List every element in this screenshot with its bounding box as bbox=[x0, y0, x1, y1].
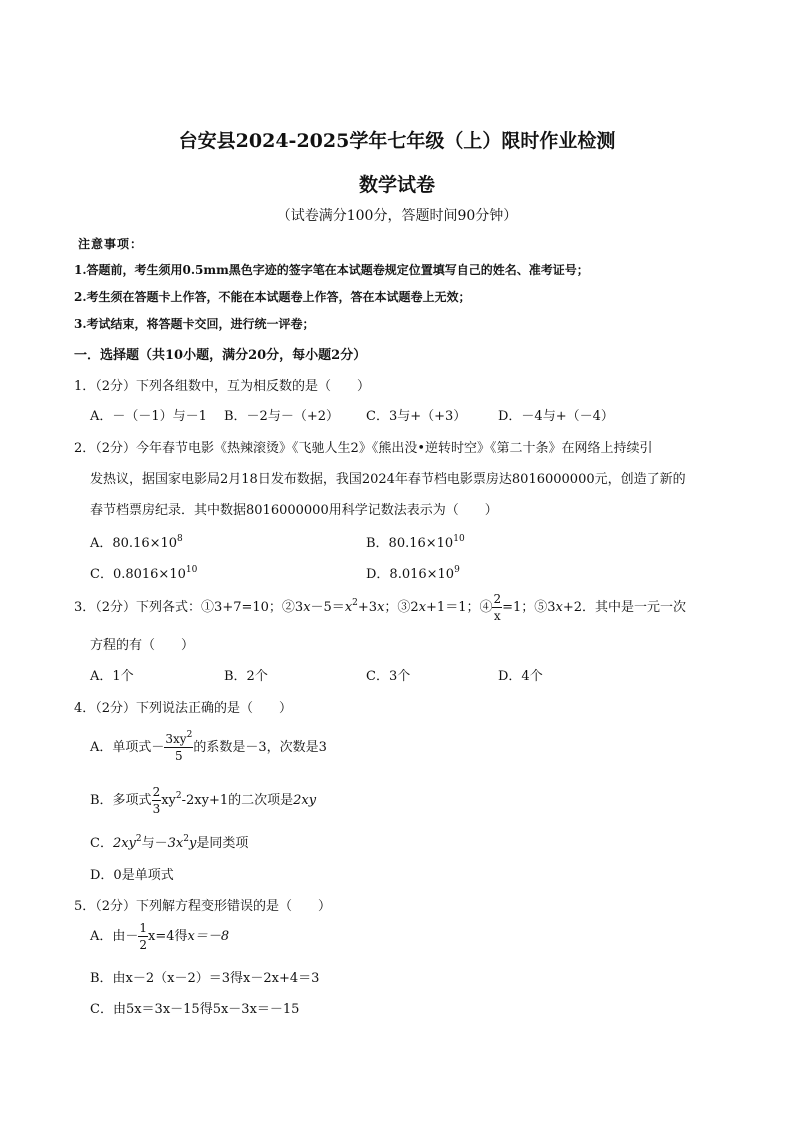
question-2-option-c: C．$0.8016\times 10^{10}$ bbox=[90, 565, 198, 582]
note-item-1: 1.答题前，考生须用0.5mm黑色字迹的签字笔在本试题卷规定位置填写自己的姓名、准考证号； bbox=[74, 263, 589, 277]
question-5-option-c: C．由5x＝3x－15得5x－3x＝－15 bbox=[90, 1002, 300, 1017]
question-1-stem: 1．（2分）下列各组数中，互为相反数的是（ ） bbox=[74, 379, 371, 394]
question-5-option-a: A．由－ $\frac{1}{2}$ x=4得x＝－8 bbox=[90, 921, 230, 952]
question-5-stem: 5．（2分）下列解方程变形错误的是（ ） bbox=[74, 899, 332, 914]
question-1-option-d: D．－4与+（－4） bbox=[498, 409, 614, 424]
question-3-fraction: $\frac{2}{x}$ bbox=[493, 592, 502, 623]
question-3-option-c: C．3个 bbox=[366, 669, 411, 684]
question-3-option-b: B．2个 bbox=[224, 669, 268, 684]
question-4-option-c: C．$2xy^2$与$-3x^2y$是同类项 bbox=[90, 834, 249, 851]
question-2-line-3: 春节档票房纪录．其中数据8016000000用科学记数法表示为（ ） bbox=[90, 503, 498, 518]
exam-subtitle: 数学试卷 bbox=[358, 174, 435, 196]
question-4-fraction-b: $\frac{2}{3}$ bbox=[152, 785, 161, 816]
exam-title: 台安县2024-2025学年七年级（上）限时作业检测 bbox=[178, 130, 616, 152]
question-1-option-b: B．－2与－（+2） bbox=[224, 409, 339, 424]
question-4-option-a: A．单项式－ $\frac{3xy^2}{5}$ 的系数是－3，次数是3 bbox=[90, 730, 327, 763]
question-3-option-d: D．4个 bbox=[498, 669, 543, 684]
question-4-option-d: D．0是单项式 bbox=[90, 868, 174, 883]
note-item-3: 3.考试结束，将答题卡交回，进行统一评卷； bbox=[74, 317, 315, 331]
question-2-line-1: 2．（2分）今年春节电影《热辣滚烫》《飞驰人生2》《熊出没•逆转时空》《第二十条》在网络上持续引 bbox=[74, 441, 653, 456]
question-3-stem: 3．（2分）下列各式：①3+7=10；$②3x-5=x^2+3x$；③2x+1＝1；④ $\frac{2}{x}$ =1；⑤3x+2．其中是一元一次 bbox=[74, 592, 687, 623]
question-5-option-b: B．由x－2（x－2）＝3得x－2x+4＝3 bbox=[90, 971, 320, 986]
question-1-option-c: C．3与+（+3） bbox=[366, 409, 467, 424]
section-heading: 一．选择题（共10小题，满分20分，每小题2分） bbox=[74, 348, 367, 363]
question-4-fraction-a: $\frac{3xy^2}{5}$ bbox=[165, 730, 193, 763]
note-item-2: 2.考生须在答题卡上作答，不能在本试题卷上作答，答在本试题卷上无效； bbox=[74, 290, 471, 304]
question-1-option-a: A．－（－1）与－1 bbox=[90, 409, 207, 424]
question-2-option-b: B．$80.16\times 10^{10}$ bbox=[366, 534, 465, 551]
question-4-stem: 4．（2分）下列说法正确的是（ ） bbox=[74, 701, 293, 716]
question-2-option-a: A．$80.16\times 10^8$ bbox=[90, 534, 183, 551]
question-2-line-2: 发热议，据国家电影局2月18日发布数据，我国2024年春节档电影票房达8016000000元，创造了新的 bbox=[90, 472, 686, 487]
question-3-line-2: 方程的有（ ） bbox=[90, 638, 195, 653]
notes-heading: 注意事项： bbox=[78, 237, 144, 251]
question-4-option-b: B．多项式 $\frac{2}{3}$ $xy^2-2xy+1$的二次项是2xy bbox=[90, 785, 317, 816]
exam-info: （试卷满分100分，答题时间90分钟） bbox=[276, 208, 518, 224]
question-5-fraction-a: $\frac{1}{2}$ bbox=[139, 921, 148, 952]
question-2-option-d: D．$8.016\times 10^9$ bbox=[366, 565, 460, 582]
question-3-option-a: A．1个 bbox=[90, 669, 134, 684]
